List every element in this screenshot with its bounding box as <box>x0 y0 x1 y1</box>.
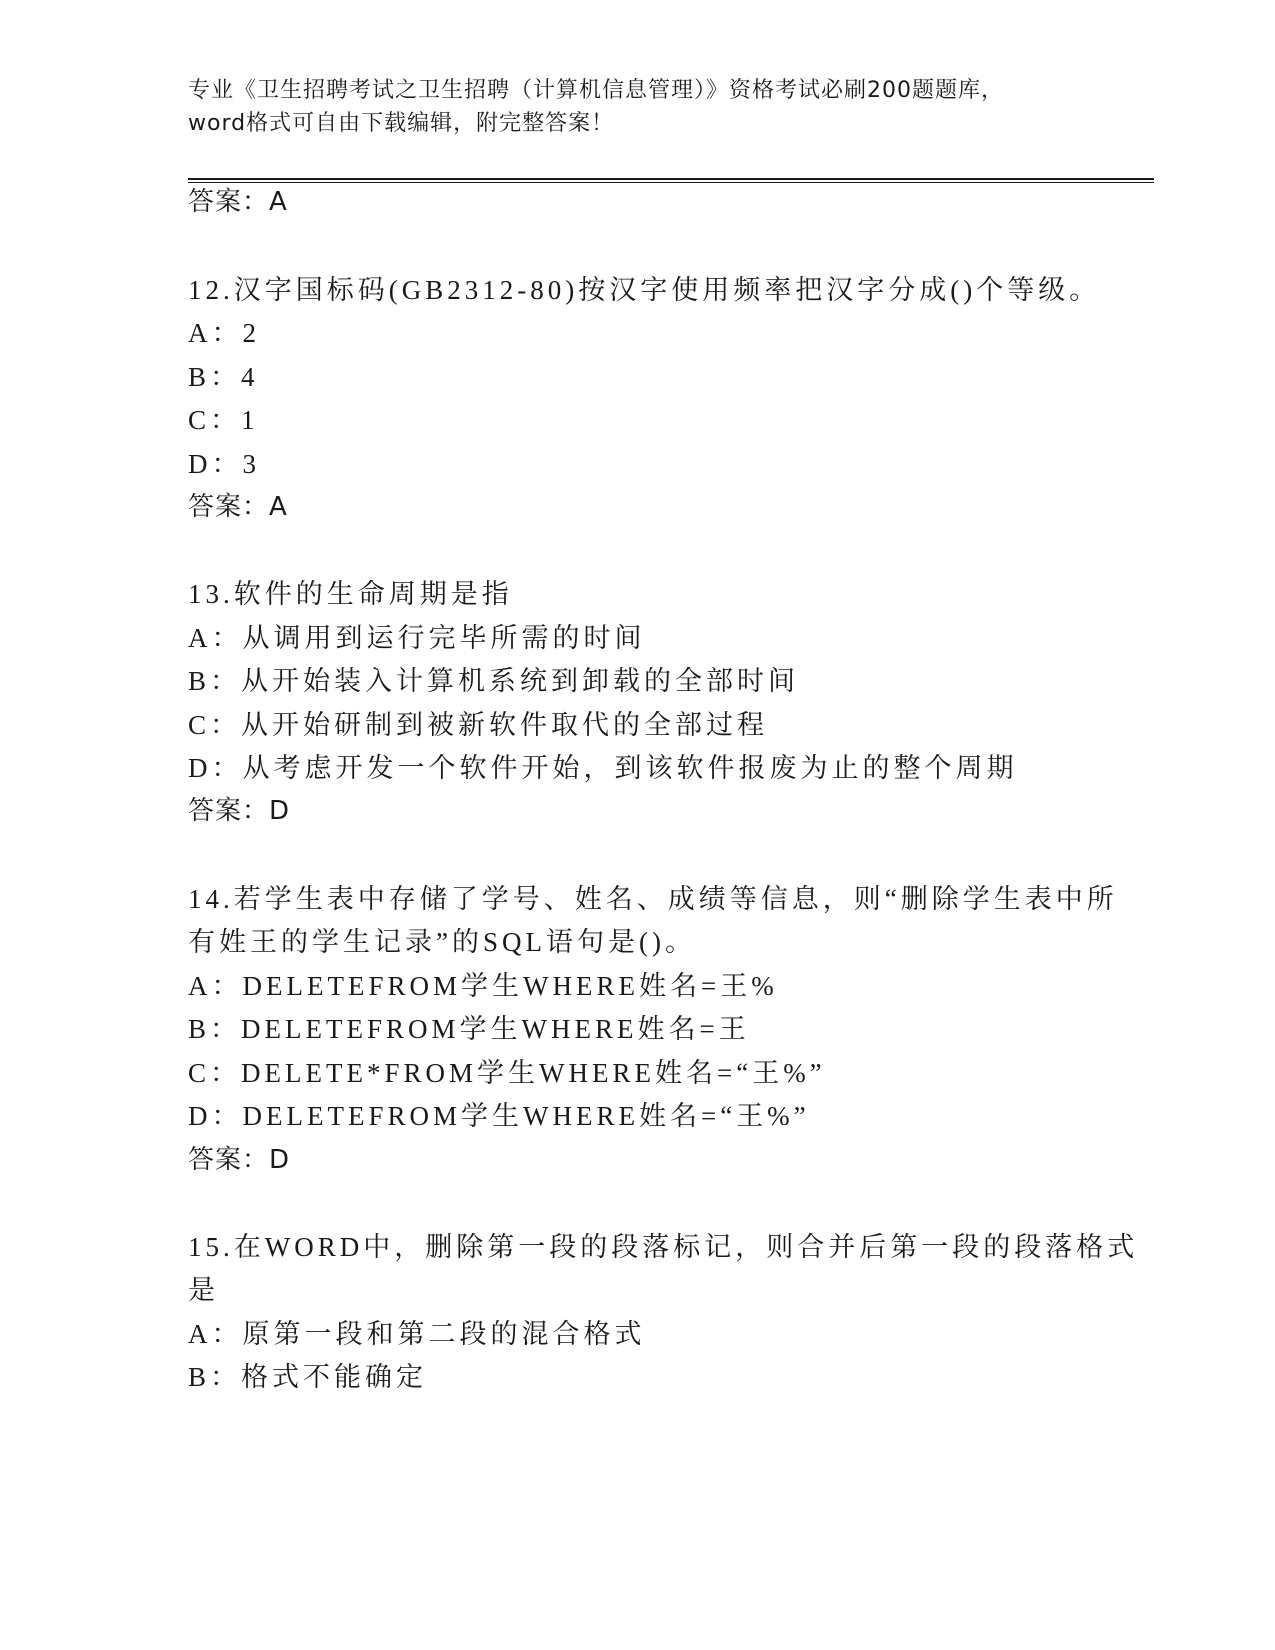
question-13-answer: 答案：D <box>188 796 291 826</box>
question-13-stem: 13.软件的生命周期是指 <box>188 579 513 609</box>
question-14-stem-line-2: 有姓王的学生记录”的SQL语句是()。 <box>188 927 696 957</box>
question-12-option-c: C：1 <box>188 405 259 435</box>
question-13-option-b: B：从开始装入计算机系统到卸载的全部时间 <box>188 666 800 696</box>
question-14-stem-line-1: 14.若学生表中存储了学号、姓名、成绩等信息，则“删除学生表中所 <box>188 884 1118 914</box>
question-14-option-b: B：DELETEFROM学生WHERE姓名=王 <box>188 1014 750 1044</box>
question-15-stem-line-1: 15.在WORD中，删除第一段的段落标记，则合并后第一段的段落格式 <box>188 1232 1139 1262</box>
header-line-1: 专业《卫生招聘考试之卫生招聘（计算机信息管理）》资格考试必刷200题题库， <box>188 78 1004 103</box>
question-12-option-a: A：2 <box>188 318 260 348</box>
question-15-stem-line-2: 是 <box>188 1275 219 1305</box>
question-12-option-d: D：3 <box>188 449 260 479</box>
question-14-answer: 答案：D <box>188 1145 291 1175</box>
question-12-stem: 12.汉字国标码(GB2312-80)按汉字使用频率把汉字分成()个等级。 <box>188 275 1101 305</box>
question-12-answer: 答案：A <box>188 492 288 522</box>
question-14-option-d: D：DELETEFROM学生WHERE姓名=“王%” <box>188 1101 810 1131</box>
header-line-2: word格式可自由下载编辑，附完整答案！ <box>188 111 615 136</box>
question-13-option-a: A：从调用到运行完毕所需的时间 <box>188 623 646 653</box>
document-header <box>188 74 1088 140</box>
header-divider <box>188 178 1154 183</box>
question-12-option-b: B：4 <box>188 362 259 392</box>
answer-prev: 答案：A <box>188 187 288 217</box>
question-13-option-c: C：从开始研制到被新软件取代的全部过程 <box>188 710 769 740</box>
question-15-option-a: A：原第一段和第二段的混合格式 <box>188 1319 646 1349</box>
question-14-option-c: C：DELETE*FROM学生WHERE姓名=“王%” <box>188 1058 826 1088</box>
question-15-option-b: B：格式不能确定 <box>188 1362 428 1392</box>
question-14-option-a: A：DELETEFROM学生WHERE姓名=王% <box>188 971 778 1001</box>
question-13-option-d: D：从考虑开发一个软件开始，到该软件报废为止的整个周期 <box>188 753 1018 783</box>
